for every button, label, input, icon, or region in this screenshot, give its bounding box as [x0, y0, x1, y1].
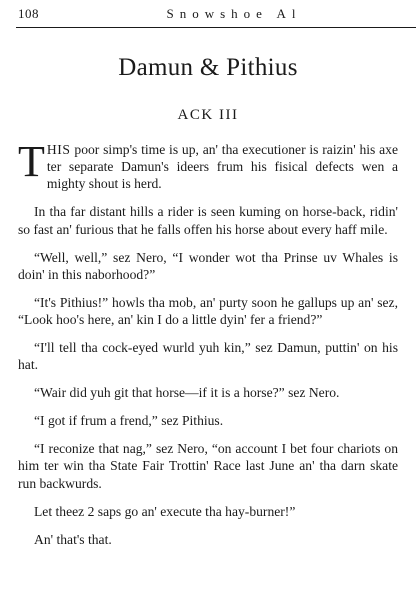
act-title: ACK III [177, 107, 239, 123]
paragraph: “It's Pithius!” howls tha mob, an' purty soon he gallups up an' sez, “Look hoo's here, an' kin I do a little dyin' fer a friend?” [18, 294, 398, 328]
paragraph-first [18, 137, 398, 193]
header-rule [16, 27, 416, 28]
drop-cap: T [18, 137, 45, 186]
paragraph: “Well, well,” sez Nero, “I wonder wot tha Prinse uv Whales is doin' in this naborhood?” [18, 249, 398, 282]
running-title: Snowshoe Al [166, 6, 302, 21]
body-text [18, 137, 398, 559]
paragraph: “I reconize that nag,” sez Nero, “on account I bet four chariots on him ter win tha State Fair Trottin' Race last June an' tha darn skate run backwurds. [18, 441, 398, 491]
running-head [18, 6, 416, 28]
lead-caps: HIS [46, 142, 71, 157]
paragraph: “I got if frum a frend,” sez Pithius. [34, 413, 224, 429]
chapter-title: Damun & Pithius [118, 54, 298, 81]
paragraph: “Wair did yuh git that horse—if it is a horse?” sez Nero. [34, 385, 340, 401]
page-number: 108 [18, 6, 39, 21]
paragraph: “I'll tell tha cock-eyed wurld yuh kin,” sez Damun, puttin' on his hat. [18, 340, 398, 373]
paragraph-first-text: poor simp's time is up, an' tha executioner is raizin' his axe ter separate Damun's ideers frum his fisical defects wen a mighty shout is herd. [46, 142, 398, 192]
paragraph: An' that's that. [34, 531, 112, 547]
paragraph: Let theez 2 saps go an' execute tha hay-burner!” [34, 503, 296, 519]
paragraph: In tha far distant hills a rider is seen kuming on horse-back, ridin' so fast an' furious that he falls offen his horse about every haff mile. [18, 204, 398, 237]
